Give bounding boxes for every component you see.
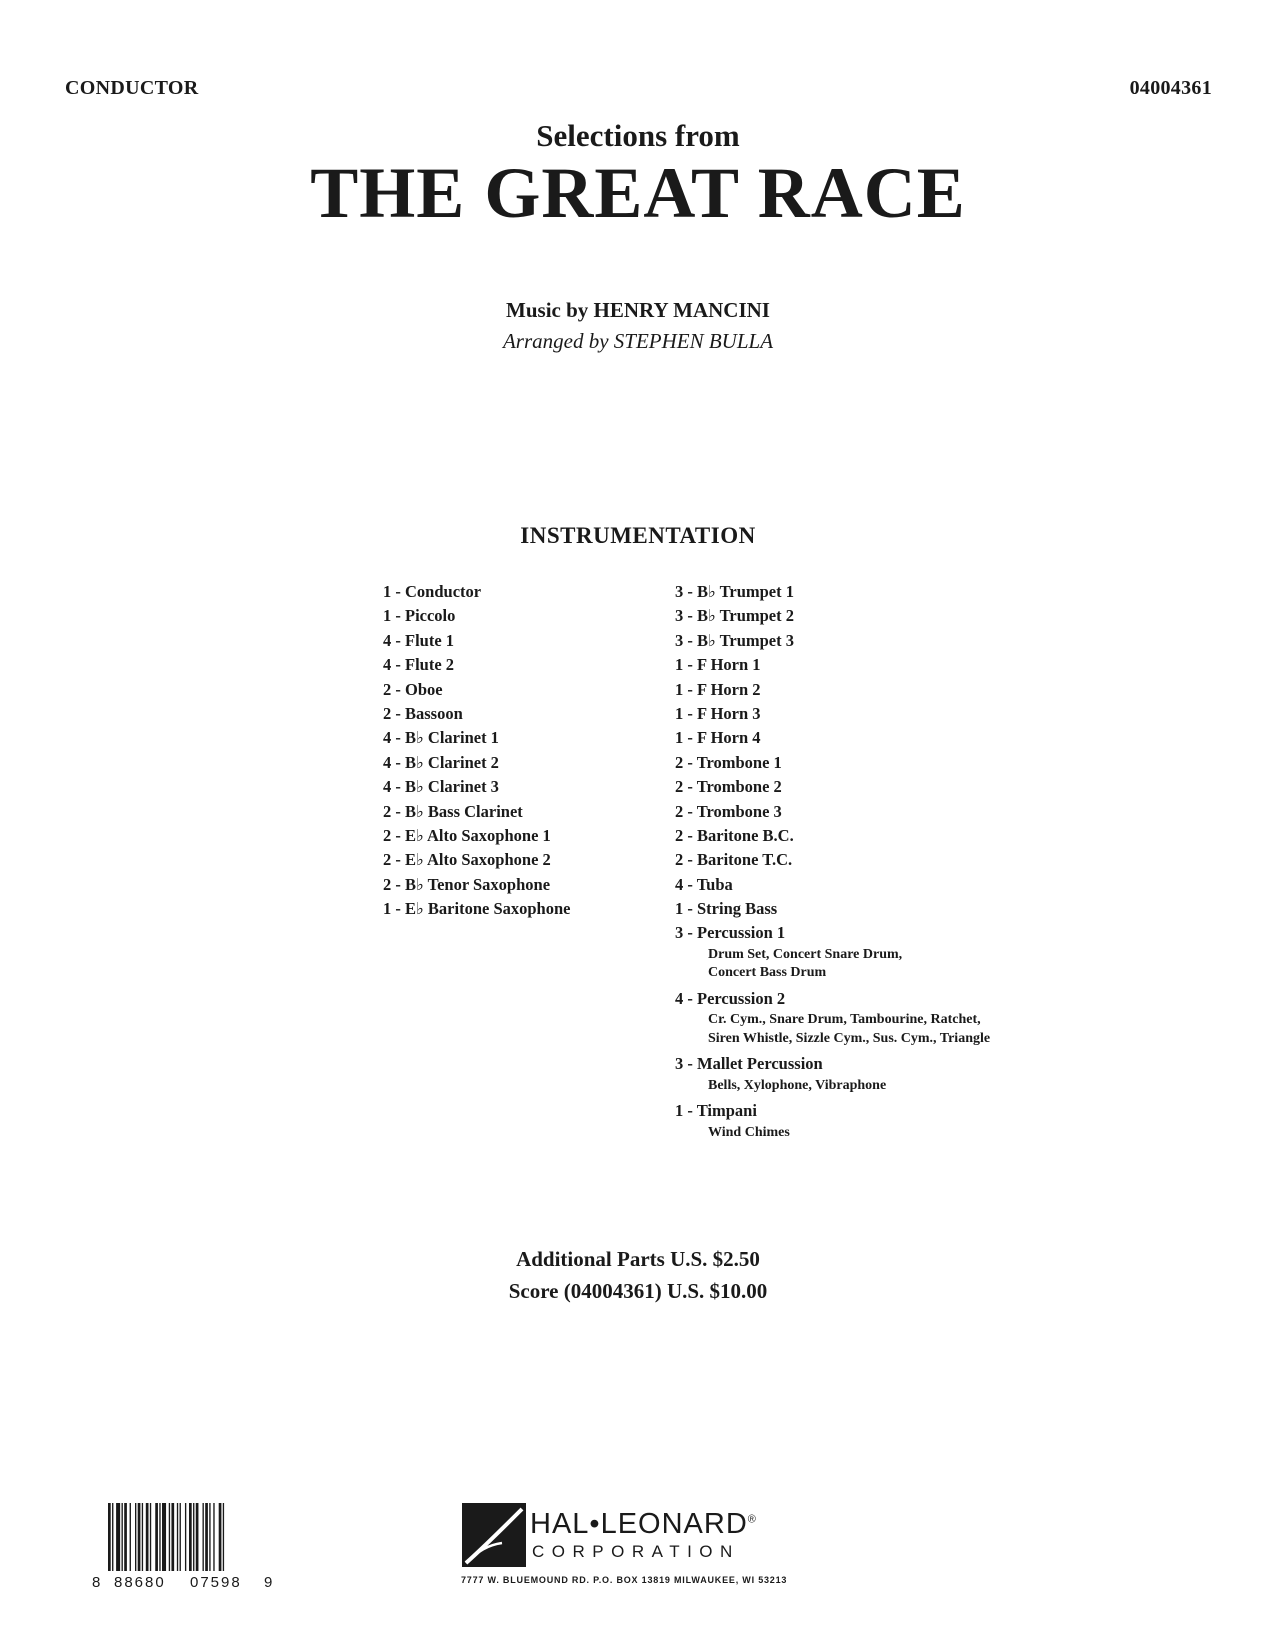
- instrument-label: 2 - B♭ Tenor Saxophone: [383, 874, 551, 894]
- barcode: [106, 1503, 276, 1571]
- instrument-entry: [383, 580, 570, 604]
- instrument-subitems: Siren Whistle, Sizzle Cym., Sus. Cym., Triangle: [708, 1030, 991, 1046]
- instrument-entry: [675, 848, 990, 872]
- instrument-entry: [675, 775, 990, 799]
- instrument-label: 2 - E♭ Alto Saxophone 2: [383, 850, 551, 870]
- instrument-label: 2 - B♭ Bass Clarinet: [383, 801, 523, 821]
- instrument-label: 3 - B♭ Trumpet 2: [675, 606, 795, 626]
- instrument-label: 1 - Conductor: [383, 582, 482, 601]
- instrument-entry: [383, 873, 570, 897]
- instrument-label: 2 - Trombone 2: [675, 777, 782, 797]
- instrument-entry: [383, 653, 570, 677]
- instrument-entry: [383, 604, 570, 628]
- instrument-entry: [675, 726, 990, 750]
- barcode-right-group: 07598: [190, 1574, 242, 1591]
- page-title: THE GREAT RACE: [310, 153, 966, 233]
- part-label: CONDUCTOR: [65, 77, 199, 99]
- instrumentation-column-2: [675, 580, 990, 1146]
- score-price: Score (04004361) U.S. $10.00: [508, 1279, 768, 1303]
- instrument-entry: [383, 678, 570, 702]
- instrument-label: 3 - Percussion 1: [675, 923, 786, 943]
- instrument-entry: [383, 702, 570, 726]
- instrument-entry: [383, 848, 570, 872]
- instrument-entry: [383, 726, 570, 750]
- instrument-subitems: Concert Bass Drum: [708, 965, 827, 981]
- publisher-name-text: HAL•LEONARD: [530, 1508, 748, 1540]
- instrument-entry: [675, 800, 990, 824]
- instrument-label: 4 - Flute 1: [383, 630, 455, 650]
- instrument-label: 1 - E♭ Baritone Saxophone: [383, 899, 571, 919]
- publisher-name: [530, 1508, 757, 1541]
- barcode-trail-digit: 9: [264, 1574, 273, 1591]
- instrument-label: 1 - Piccolo: [383, 606, 456, 626]
- instrument-label: 2 - Oboe: [383, 679, 443, 699]
- arranger-credit: Arranged by STEPHEN BULLA: [502, 329, 774, 353]
- instrument-label: 1 - Timpani: [675, 1101, 757, 1121]
- instrument-entry: [675, 629, 990, 653]
- instrument-subitems: Drum Set, Concert Snare Drum,: [708, 946, 903, 962]
- instrument-entry: [383, 629, 570, 653]
- instrument-subitems: Cr. Cym., Snare Drum, Tambourine, Ratchet,: [708, 1012, 981, 1028]
- instrument-label: 2 - Baritone B.C.: [675, 825, 794, 845]
- instrument-label: 3 - Mallet Percussion: [675, 1054, 823, 1074]
- instrument-entry: [383, 897, 570, 921]
- publisher-address: 7777 W. BLUEMOUND RD. P.O. BOX 13819 MILWAUKEE, WI 53213: [461, 1575, 788, 1585]
- instrument-entry: [383, 751, 570, 775]
- instrument-entry: [383, 824, 570, 848]
- registered-mark: ®: [747, 1513, 757, 1526]
- instrument-entry: [675, 873, 990, 897]
- instrument-label: 2 - E♭ Alto Saxophone 1: [383, 825, 551, 845]
- instrument-label: 4 - Percussion 2: [675, 988, 786, 1008]
- instrument-entry: [675, 653, 990, 677]
- instrument-label: 4 - Flute 2: [383, 655, 455, 675]
- instrument-label: 2 - Bassoon: [383, 703, 463, 723]
- instrument-label: 4 - Tuba: [675, 874, 733, 894]
- instrument-label: 2 - Baritone T.C.: [675, 850, 793, 870]
- instrument-label: 4 - B♭ Clarinet 2: [383, 752, 499, 772]
- instrument-label: 3 - B♭ Trumpet 1: [675, 582, 795, 601]
- instrument-label: 2 - Trombone 3: [675, 801, 782, 821]
- instrument-label: 1 - F Horn 3: [675, 703, 761, 723]
- barcode-lead-digit: 8: [92, 1574, 101, 1591]
- hal-leonard-logo-icon: [462, 1503, 526, 1567]
- additional-parts-price: Additional Parts U.S. $2.50: [516, 1247, 760, 1271]
- instrument-entry: [675, 702, 990, 726]
- instrument-label: 1 - F Horn 4: [675, 728, 761, 748]
- composer-credit: Music by HENRY MANCINI: [506, 298, 770, 322]
- instrument-label: 3 - B♭ Trumpet 3: [675, 630, 795, 650]
- instrument-label: 1 - F Horn 1: [675, 655, 761, 675]
- instrument-subitems: Bells, Xylophone, Vibraphone: [708, 1077, 887, 1093]
- instrument-entry: [383, 800, 570, 824]
- instrument-entry: [675, 580, 990, 604]
- instrument-entry: [675, 1052, 990, 1095]
- instrument-label: 4 - B♭ Clarinet 1: [383, 728, 499, 748]
- instrumentation-column-1: [383, 580, 570, 921]
- instrument-entry: [675, 987, 990, 1048]
- instrument-entry: [675, 604, 990, 628]
- instrument-subitems: Wind Chimes: [708, 1124, 790, 1140]
- instrument-entry: [675, 921, 990, 982]
- instrument-entry: [675, 678, 990, 702]
- instrument-entry: [383, 775, 570, 799]
- instrument-label: 1 - String Bass: [675, 899, 778, 919]
- publisher-corporation: CORPORATION: [532, 1542, 740, 1561]
- instrument-entry: [675, 1099, 990, 1142]
- instrument-label: 1 - F Horn 2: [675, 679, 761, 699]
- barcode-left-group: 88680: [114, 1574, 166, 1591]
- catalog-number: 04004361: [1129, 77, 1212, 99]
- instrument-label: 4 - B♭ Clarinet 3: [383, 777, 499, 797]
- subtitle: Selections from: [536, 118, 740, 153]
- instrument-entry: [675, 897, 990, 921]
- instrument-label: 2 - Trombone 1: [675, 752, 782, 772]
- instrument-entry: [675, 824, 990, 848]
- instrumentation-heading: INSTRUMENTATION: [520, 523, 756, 548]
- instrument-entry: [675, 751, 990, 775]
